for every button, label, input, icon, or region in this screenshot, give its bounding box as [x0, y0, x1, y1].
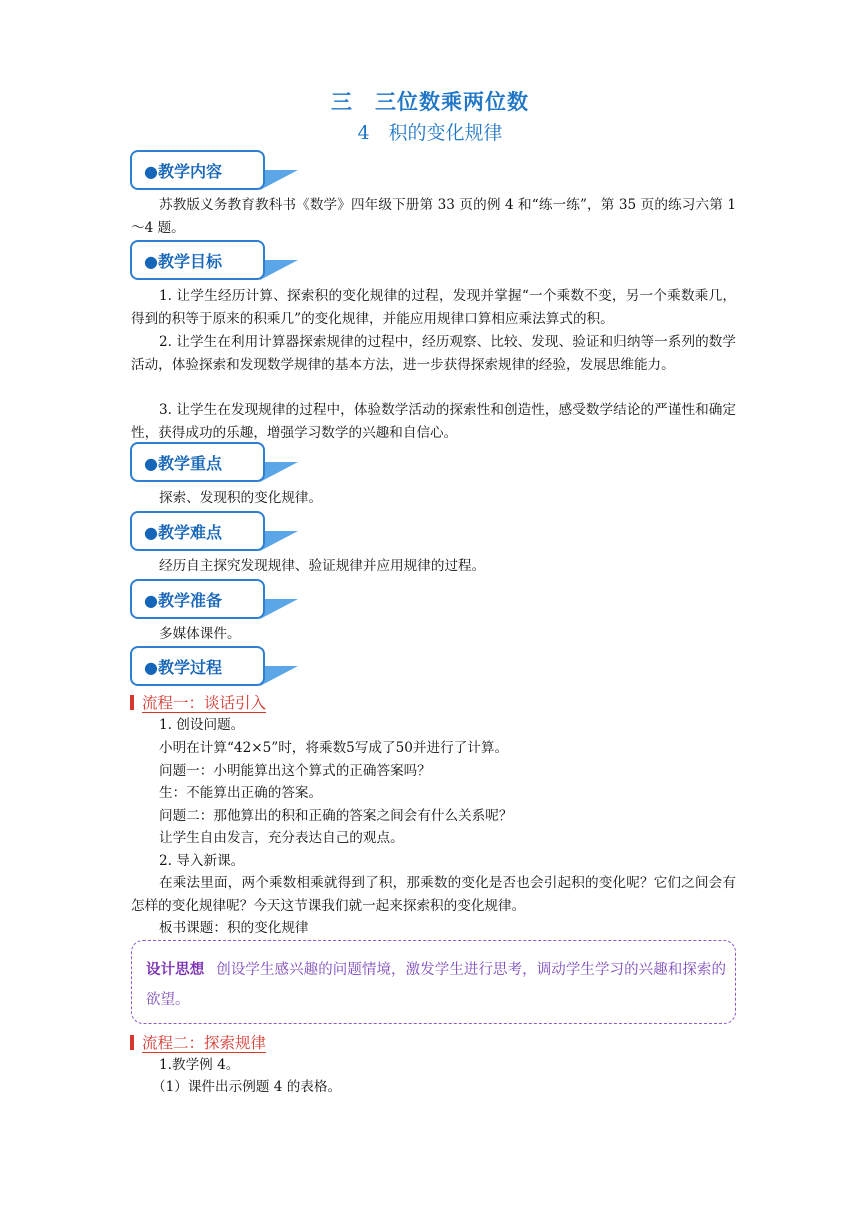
section-label: ●教学目标	[144, 252, 222, 271]
flow-heading-1	[130, 691, 266, 713]
goal-paragraph-1: 1. 让学生经历计算、探索积的变化规律的过程，发现并掌握“一个乘数不变，另一个乘数乘几，得到的积等于原来的积乘几”的变化规律，并能应用规律口算相应乘法算式的积。	[131, 288, 736, 327]
design-note-box	[131, 940, 736, 1024]
section-header-key	[130, 442, 302, 486]
lesson-title: 4 积的变化规律	[357, 122, 503, 144]
flow1-board-title: 板书课题：积的变化规律	[159, 920, 309, 936]
section-header-goals	[130, 240, 302, 284]
flow-heading-2	[130, 1031, 266, 1053]
content-paragraph: 苏教版义务教育教科书《数学》四年级下册第 33 页的例 4 和“练一练”，第 35 页的练习六第 1～4 题。	[131, 197, 736, 236]
goal-paragraph-2: 2. 让学生在利用计算器探索规律的过程中，经历观察、比较、发现、验证和归纳等一系列的数学活动，体验探索和发现数学规律的基本方法，进一步获得探索规律的经验，发展思维能力。	[131, 334, 736, 373]
flow1-line: 问题一：小明能算出这个算式的正确答案吗？	[159, 763, 431, 779]
section-header-prep	[130, 579, 302, 623]
flow1-line: 生：不能算出正确的答案。	[159, 785, 323, 801]
flow1-line: 小明在计算“42×5”时，将乘数5写成了50并进行了计算。	[159, 740, 509, 756]
design-note-keyword: 设计思想	[146, 962, 205, 978]
section-label: ●教学重点	[144, 454, 222, 473]
flow1-line: 2. 导入新课。	[159, 853, 245, 869]
design-note-body: 创设学生感兴趣的问题情境，激发学生进行思考，调动学生学习的兴趣和探索的欲望。	[146, 962, 726, 1008]
flow1-line: 让学生自由发言，充分表达自己的观点。	[159, 830, 404, 846]
flow1-line: 问题二：那他算出的积和正确的答案之间会有什么关系呢？	[159, 808, 513, 824]
section-header-content	[130, 150, 302, 194]
section-label: ●教学准备	[144, 591, 222, 610]
section-label: ●教学内容	[144, 162, 222, 181]
section-label: ●教学难点	[144, 523, 222, 542]
flow1-line: 1. 创设问题。	[159, 717, 245, 733]
difficult-paragraph: 经历自主探究发现规律、验证规律并应用规律的过程。	[159, 558, 486, 574]
key-paragraph: 探索、发现积的变化规律。	[159, 490, 323, 506]
flow2-line: 1.教学例 4。	[159, 1057, 240, 1073]
design-note-text	[146, 955, 726, 1015]
flow-marker	[130, 695, 134, 710]
flow2-line: （1）课件出示例题 4 的表格。	[152, 1079, 342, 1095]
flow-title: 流程二：探索规律	[142, 1034, 267, 1052]
section-header-process	[130, 646, 302, 690]
flow-marker	[130, 1035, 134, 1050]
goal-paragraph-3: 3. 让学生在发现规律的过程中，体验数学活动的探索性和创造性，感受数学结论的严谨性和确定性，获得成功的乐趣，增强学习数学的兴趣和自信心。	[131, 402, 736, 441]
unit-title: 三 三位数乘两位数	[331, 90, 529, 114]
section-label: ●教学过程	[144, 658, 222, 677]
section-header-difficult	[130, 511, 302, 555]
flow-title: 流程一：谈话引入	[142, 694, 267, 712]
prep-paragraph: 多媒体课件。	[159, 626, 241, 642]
flow1-paragraph: 在乘法里面，两个乘数相乘就得到了积，那乘数的变化是否也会引起积的变化呢？它们之间会有怎样的变化规律呢？今天这节课我们就一起来探索积的变化规律。	[131, 875, 736, 914]
